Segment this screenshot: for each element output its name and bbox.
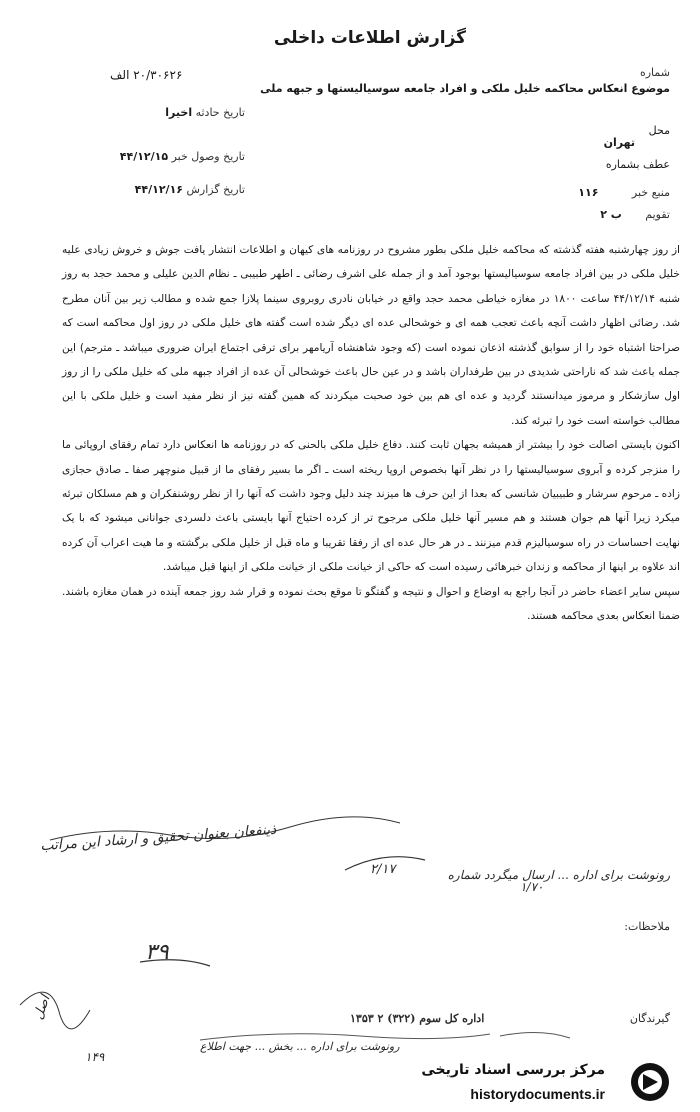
source-value: ۱۱۶ (578, 186, 599, 199)
notes-label: ملاحظات: (624, 920, 670, 933)
rating-label: تقویم (645, 208, 670, 221)
bottom-number: ۱۴۹ (85, 1050, 105, 1064)
copy-note: رونوشت برای اداره ... ارسال میگردد شماره (447, 868, 670, 882)
receipt-value: ۴۴/۱۲/۱۵ (119, 150, 169, 163)
receipt-label: تاریخ وصول خبر (171, 150, 245, 163)
copy-number: ۲/۱۷ (370, 862, 396, 877)
number-label: شماره (639, 66, 670, 79)
subject-value: انعکاس محاکمه خلیل ملکی و افراد جامعه سوسیالیستها و جبهه ملی (260, 82, 628, 95)
event-date-value: اخیرا (165, 106, 193, 119)
watermark-url: historydocuments.ir (470, 1086, 605, 1102)
page-mark: ۳۹ (145, 940, 169, 965)
body-paragraph: از روز چهارشنبه هفته گذشته که محاکمه خلیل ملکی بطور مشروح در روزنامه های کیهان و اطلاعات انتشار یافت جوش و خروش زیادی علیه خلیل ملکی در بین افراد جامعه سوسیالیستها بوجود آمد و از جمله علی اشرف رضائی ـ اطهر طبیبی ـ نظام الدین علیلی و محمد حجد به روز شنبه ۴۴/۱۲/۱۴ ساعت ۱۸۰۰ در مغازه خیاطی محمد حجد واقع در خیابان نادری روبروی سینما پلازا جمع شده و مطالب زیر بین آنان مطرح شد. رضائی اظهار داشت آنچه باعث تعجب همه ای و خوشحالی عده ای دیگر شده است گفته های خلیل ملکی در روز اول محاکمه است که صراحتا اشتباه خود را از سوابق گذشته اذعان نموده است (که وجود شاهنشاه آریامهر برای ترقی اجتماع ایران ضروری میباشد ـ مترجم) این جمله باعث شد که ناراحتی شدیدی در بین طرفداران باشد و در عین حال باعث خوشحالی آن عده از افراد جبهه ملی که خلیل ملکی را از روز اول سازشکار و مرموز میدانستند گردید و عده ای هم بین خود صحبت میکردند که همین گفته نیز از نظر مفید است و خلیل ملکی با این مطالب خواسته است خود را تبرئه کند. (62, 244, 680, 427)
place-value: تهران (603, 136, 635, 149)
ref-label: عطف بشماره (605, 158, 670, 171)
office-line: اداره کل سوم (۳۲۲) ۲ ۱۳۵۳ (350, 1012, 485, 1025)
bottom-scribble: رونوشت برای اداره ... بخش ... جهت اطلاع (200, 1040, 400, 1053)
report-date-value: ۴۴/۱۲/۱۶ (134, 183, 183, 196)
number-value: ۲۰/۳۰۶۲۶ الف (110, 68, 183, 82)
left-signature: اصل (31, 993, 54, 1022)
margin-note: ذینفعان بعنوان تحقیق و ارشاد این مراتب (39, 821, 277, 855)
watermark-name: مرکز بررسی اسناد تاریخی (421, 1062, 605, 1078)
document-title: گزارش اطلاعات داخلی (273, 28, 467, 48)
subject-label: موضوع (631, 82, 670, 95)
source-label: منبع خبر (631, 186, 670, 199)
archive-logo-icon (610, 1060, 688, 1104)
event-date-label: تاریخ حادثه (195, 106, 245, 119)
body-paragraph: سپس سایر اعضاء حاضر در آنجا راجع به اوضاع و احوال و نتیجه و گفتگو تا موقع بحث نموده و قرار شد روز جمعه آینده در همان مغازه باشند. ضمنا انعکاس بعدی محاکمه هستند. (62, 585, 680, 623)
recipients-label: گیرندگان (629, 1012, 670, 1025)
rating-value: ب ۲ (600, 208, 622, 221)
report-date-label: تاریخ گزارش (186, 183, 245, 196)
place-label: محل (648, 124, 670, 137)
body-paragraph: اکنون بایستی اصالت خود را بیشتر از همیشه بجهان ثابت کنند. دفاع خلیل ملکی بالحنی که در روزنامه ها انعکاس دارد تمام رفقای اروپائی ما را منزجر کرده و آبروی سوسیالیستها را در نظر آنها بخصوص اروپا ریخته است ـ اگر ما بسیر رفقای ما از قبیل منوچهر صفا ـ صادق حجازی زاده ـ مرحوم سرشار و طبیبیان شانسی که بعدا از این حرف ها میزند چند دلیل وجود داشت که آنها را از نظر روشنفکران و هم مسلکان تبرئه میکرد زیرا آنها هم جوان هستند و هم مسیر آنها خلیل ملکی مرجوح تر از کرده احتیاج آنها بایستی باعث دلسردی جوانانی میشود که با یک نهایت احساسات در راه سوسیالیزم قدم میزنند ـ در هر حال عده ای از رفقا تقریبا و ماه قبل از خلیل ملکی برگشته و ما هیت اعراب آن کرده اند علاوه بر اینها از محاکمه و زندان خبرهائی رسیده است که حاکی از خیانت ملکی از خیانت ملکی از اینها قبل میباشد. (62, 439, 680, 574)
copy-fraction: ۱/۷۰ (520, 880, 544, 894)
